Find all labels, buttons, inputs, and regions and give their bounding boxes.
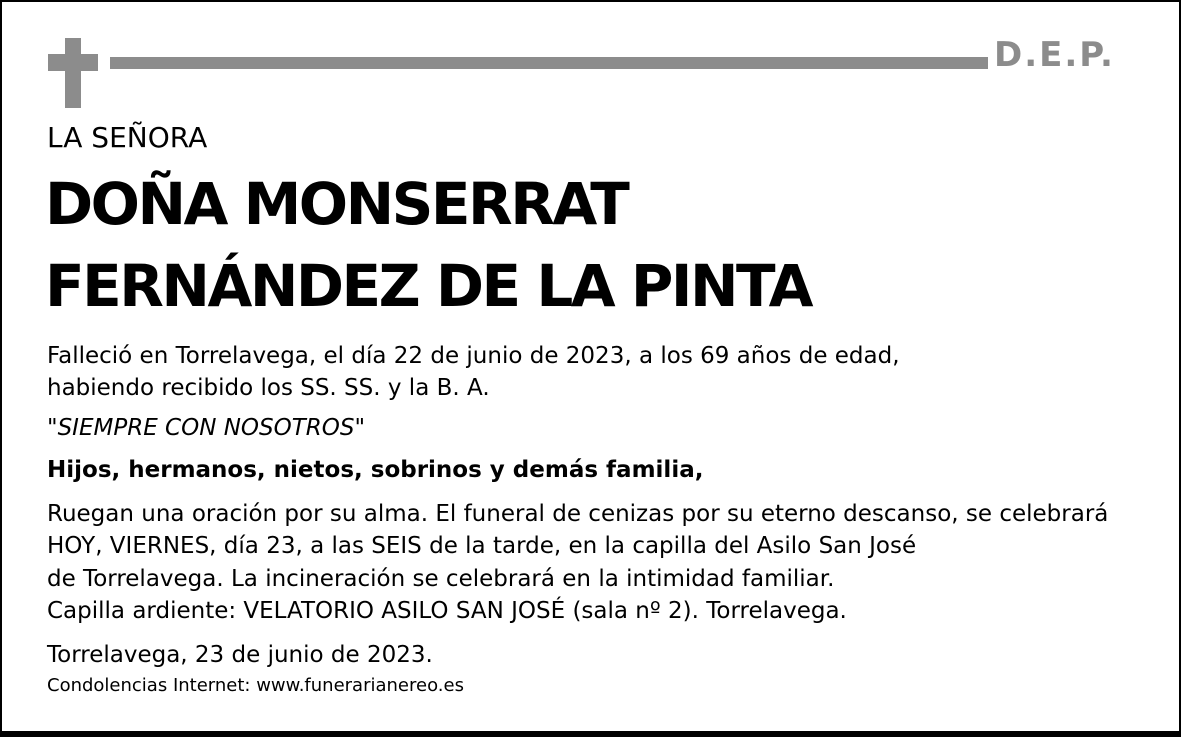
place-date: Torrelavega, 23 de junio de 2023. [47, 642, 433, 668]
funeral-line4: Capilla ardiente: VELATORIO ASILO SAN JOSÉ (sala nº 2). Torrelavega. [47, 598, 847, 624]
funeral-line2: HOY, VIERNES, día 23, a las SEIS de la tarde, en la capilla del Asilo San José [47, 533, 917, 559]
funeral-line3: de Torrelavega. La incineración se celebrará en la intimidad familiar. [47, 566, 835, 592]
quote: "SIEMPRE CON NOSOTROS" [47, 415, 366, 441]
honorific: LA SEÑORA [47, 121, 208, 154]
dep-label: D.E.P. [994, 35, 1115, 75]
header-rule [110, 57, 988, 69]
death-info-line2: habiendo recibido los SS. SS. y la B. A. [47, 375, 490, 401]
cross-icon-horizontal [48, 54, 98, 71]
cross-icon-vertical [65, 38, 81, 108]
death-info-line1: Falleció en Torrelavega, el día 22 de junio de 2023, a los 69 años de edad, [47, 343, 900, 369]
deceased-name-line2: FERNÁNDEZ DE LA PINTA [45, 252, 811, 320]
funeral-line1: Ruegan una oración por su alma. El funeral de cenizas por su eterno descanso, se celebrará [47, 501, 1109, 527]
family-line: Hijos, hermanos, nietos, sobrinos y demás familia, [47, 457, 704, 483]
deceased-name-line1: DOÑA MONSERRAT [45, 170, 628, 238]
condolences-link[interactable]: Condolencias Internet: www.funerarianereo.es [47, 675, 464, 696]
